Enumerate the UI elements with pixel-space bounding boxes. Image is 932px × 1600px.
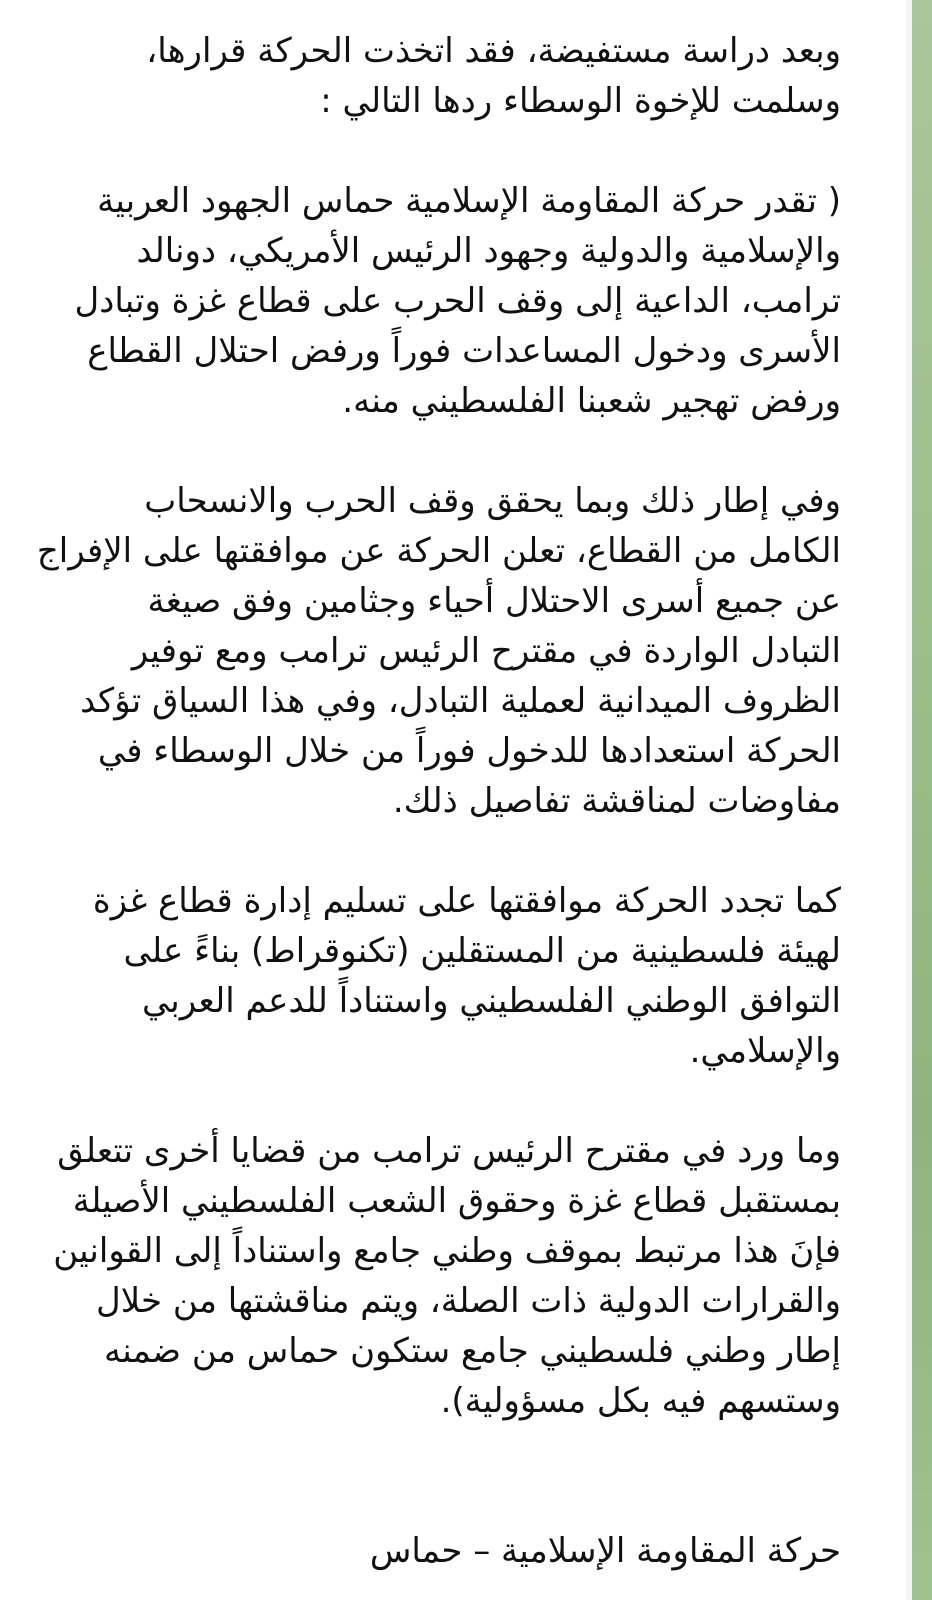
text-line: وبعد دراسة مستفيضة، فقد اتخذت الحركة قرارها، <box>146 31 841 71</box>
paragraph-decision <box>1 26 841 126</box>
text-line: الحركة استعدادها للدخول فوراً من خلال الوسطاء في <box>97 731 841 771</box>
text-line: الأسرى ودخول المساعدات فوراً ورفض احتلال القطاع <box>87 331 841 371</box>
signature <box>1 1526 841 1576</box>
text-line: وما ورد في مقترح الرئيس ترامب من قضايا أخرى تتعلق <box>57 1131 841 1171</box>
paragraph-prisoner-release <box>1 476 841 826</box>
text-line: إطار وطني فلسطيني جامع ستكون حماس من ضمنه <box>104 1331 841 1371</box>
text-line: ورفض تهجير شعبنا الفلسطيني منه. <box>342 381 841 421</box>
paragraph-future-issues <box>1 1126 841 1426</box>
text-line: مفاوضات لمناقشة تفاصيل ذلك. <box>392 781 841 821</box>
text-line: التوافق الوطني الفلسطيني واستناداً للدعم العربي <box>141 981 841 1021</box>
text-line: الكامل من القطاع، تعلن الحركة عن موافقتها على الإفراج <box>36 531 841 571</box>
paragraph-administration <box>1 876 841 1076</box>
text-line: عن جميع أسرى الاحتلال أحياء وجثامين وفق صيغة <box>147 581 841 621</box>
text-line: والإسلامية والدولية وجهود الرئيس الأمريكي، دونالد <box>136 231 841 271</box>
text-line: والإسلامي. <box>689 1031 841 1071</box>
text-line: لهيئة فلسطينية من المستقلين (تكنوقراط) بناءً على <box>123 931 841 971</box>
text-line: التبادل الواردة في مقترح الرئيس ترامب ومع توفير <box>131 631 841 671</box>
message-text <box>1 26 841 1576</box>
paragraph-appreciation <box>1 176 841 426</box>
text-line: ( تقدر حركة المقاومة الإسلامية حماس الجهود العربية <box>97 181 841 221</box>
text-line: وستسهم فيه بكل مسؤولية). <box>440 1381 841 1421</box>
text-line: فإنَ هذا مرتبط بموقف وطني جامع واستناداً إلى القوانين <box>53 1231 841 1271</box>
text-line: وفي إطار ذلك وبما يحقق وقف الحرب والانسحاب <box>144 481 841 521</box>
text-line: ترامب، الداعية إلى وقف الحرب على قطاع غزة وتبادل <box>74 281 841 321</box>
text-line: الظروف الميدانية لعملية التبادل، وفي هذا السياق تؤكد <box>80 681 841 721</box>
text-line: بمستقبل قطاع غزة وحقوق الشعب الفلسطيني الأصيلة <box>72 1181 841 1221</box>
text-line: كما تجدد الحركة موافقتها على تسليم إدارة قطاع غزة <box>92 881 841 921</box>
text-line: والقرارات الدولية ذات الصلة، ويتم مناقشتها من خلال <box>96 1281 841 1321</box>
chat-wallpaper <box>912 0 932 1600</box>
signature-text: حركة المقاومة الإسلامية – حماس <box>369 1531 841 1571</box>
text-line: وسلمت للإخوة الوسطاء ردها التالي : <box>320 81 841 121</box>
